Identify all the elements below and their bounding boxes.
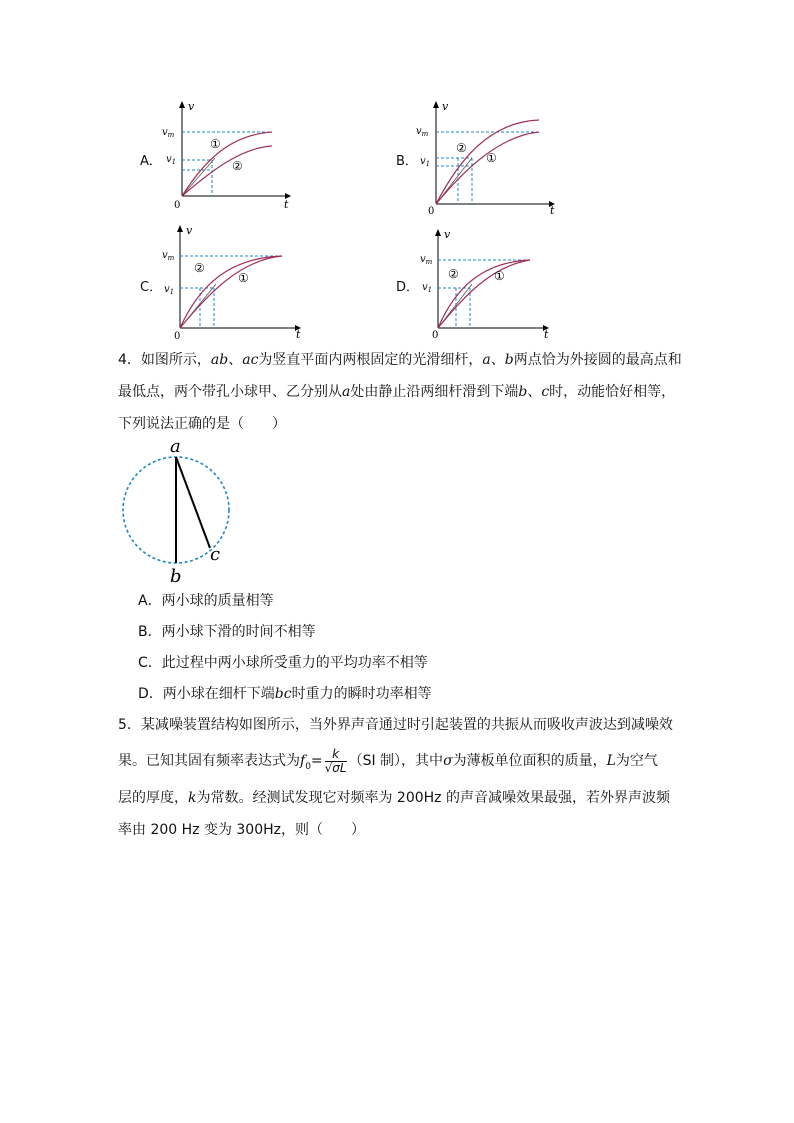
option-b-graph xyxy=(414,100,564,218)
t-axis-label: t xyxy=(284,198,289,210)
frequency-formula-fraction: $\frac{k}{√\sigma L}$ xyxy=(324,746,347,775)
svg-text:vm: $v_m$ xyxy=(162,250,175,262)
curve-2-label: ② xyxy=(232,159,243,173)
option-c-label: C． xyxy=(140,280,163,295)
point-b-label: b xyxy=(170,566,182,586)
q4-line-2: 最低点，两个带孔小球甲、乙分别从a处由静止沿两细杆滑到下端b、c时，动能恰好相等， xyxy=(118,384,676,400)
svg-text:①: ① xyxy=(494,269,505,283)
svg-text:v: v xyxy=(186,224,193,237)
q4-choice-a: A．两小球的质量相等 xyxy=(138,593,274,609)
svg-text:v1: $v_1$ xyxy=(422,282,433,294)
tangent-line xyxy=(182,158,215,196)
curve-1-label: ① xyxy=(210,137,221,151)
option-d-label: D． xyxy=(396,280,420,295)
svg-text:0: 0 xyxy=(432,330,439,340)
rod-ac xyxy=(176,457,210,548)
option-b-label: B． xyxy=(396,154,418,169)
q4-choice-d: D．两小球在细杆下端bc时重力的瞬时功率相等 xyxy=(138,686,432,702)
point-a-label: a xyxy=(170,436,181,457)
svg-text:0: 0 xyxy=(174,331,181,342)
q5-line-2: 果。已知其固有频率表达式为$f_0=$ $\frac{k}{√\sigma L}$ （SI 制），其中σ为薄板单位面积的质量，L为空气 xyxy=(118,746,658,775)
y-axis-arrow xyxy=(179,101,185,108)
q5-line-4: 率由 200 Hz 变为 300Hz，则（ ） xyxy=(118,822,365,838)
svg-text:vm: $v_m$ xyxy=(420,254,433,266)
q4-line-1: 4．如图所示，ab、ac为竖直平面内两根固定的光滑细杆，a、b两点恰为外接圆的最高点和 xyxy=(118,352,682,368)
svg-text:②: ② xyxy=(456,141,467,155)
svg-text:t: t xyxy=(550,204,555,217)
curve-2 xyxy=(182,146,272,196)
svg-text:t: t xyxy=(296,328,301,341)
svg-text:vm: $v_m$ xyxy=(416,126,429,138)
option-a-graph xyxy=(160,100,300,210)
point-c-label: c xyxy=(210,544,221,565)
option-a-label: A． xyxy=(140,154,162,169)
curve-1 xyxy=(182,132,272,196)
v-axis-label: v xyxy=(188,100,195,113)
option-c-graph xyxy=(160,222,310,342)
option-d-graph xyxy=(418,228,558,340)
q4-circle-figure xyxy=(115,436,245,586)
svg-text:①: ① xyxy=(238,271,249,285)
v1-label: $v_1$ xyxy=(166,154,177,166)
svg-text:0: 0 xyxy=(428,206,435,217)
svg-text:v: v xyxy=(444,228,451,241)
vm-label: $v_m$ xyxy=(162,127,175,139)
svg-text:①: ① xyxy=(486,151,497,165)
svg-text:v1: $v_1$ xyxy=(164,284,175,296)
svg-text:v: v xyxy=(442,100,449,113)
q5-line-1: 5．某减噪装置结构如图所示，当外界声音通过时引起装置的共振从而吸收声波达到减噪效 xyxy=(118,717,673,733)
svg-text:②: ② xyxy=(194,261,205,275)
svg-text:v1: $v_1$ xyxy=(420,156,431,168)
q5-line-3: 层的厚度，k为常数。经测试发现它对频率为 200Hz 的声音减噪效果最强，若外界声波频 xyxy=(118,790,670,806)
q4-choice-c: C．此过程中两小球所受重力的平均功率不相等 xyxy=(138,655,428,671)
svg-text:②: ② xyxy=(448,267,459,281)
q4-choice-b: B．两小球下滑的时间不相等 xyxy=(138,624,316,640)
q4-line-3: 下列说法正确的是（ ） xyxy=(118,416,286,432)
svg-text:t: t xyxy=(544,328,549,340)
origin-label: 0 xyxy=(174,200,181,210)
